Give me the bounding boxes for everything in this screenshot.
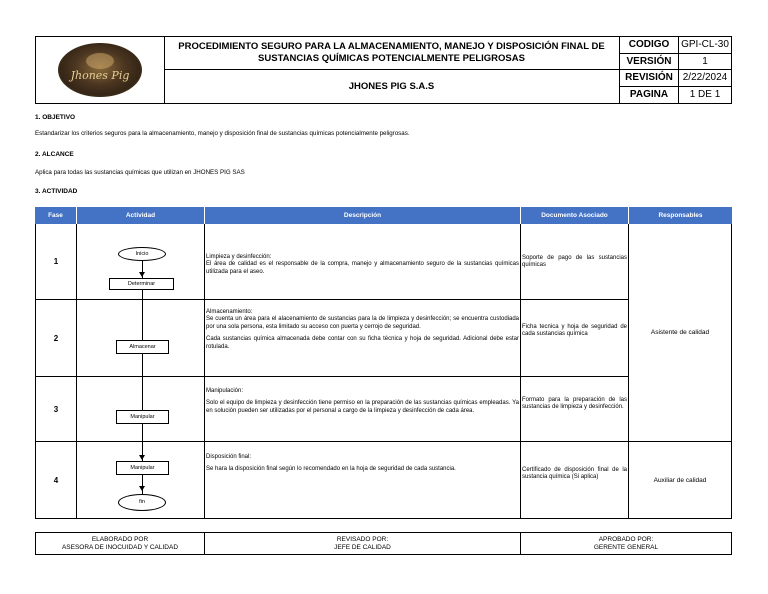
row-2-desc-text: Se cuenta un área para el alacenamiento de sustancias para la de limpieza y desinfección; se encuentra custodiada por una sola persona, esta limitado su acceso con puerta y cerrojo de seguridad. (206, 316, 519, 330)
footer-revisado (205, 532, 521, 555)
meta-revision-value: 2/22/2024 (682, 72, 728, 83)
table-row-3-fase: 3 (35, 377, 77, 442)
footer-aprobado-name: GERENTE GENERAL (593, 544, 659, 551)
meta-code-row (620, 37, 731, 54)
flow-manipular-box-1: Manipular (116, 410, 169, 424)
table-row-3-descripcion (205, 377, 521, 442)
company-logo (58, 43, 142, 97)
logo-cell (36, 37, 165, 103)
meta-revision-row (620, 70, 731, 87)
row-1-desc-heading: Limpieza y desinfección: (206, 254, 272, 260)
flow-end-oval: fin (118, 494, 166, 511)
flow-arrow-3 (139, 486, 145, 491)
document-title: PROCEDIMIENTO SEGURO PARA LA ALMACENAMIENTO, MANEJO Y DISPOSICIÓN FINAL DE SUSTANCIAS QUÍMICAS POTENCIALMENTE PELIGROSAS (164, 37, 620, 70)
row-1-desc-text: El área de calidad es el responsable de la compra, manejo y almacenamiento seguro de la sustancias químicas utilizada para el aseo. (206, 261, 519, 275)
meta-page-label: PAGINA (620, 87, 679, 104)
logo-lettering: Jhones Pig (70, 69, 130, 82)
meta-version-label: VERSIÓN (620, 54, 679, 70)
objetivo-title: 1. OBJETIVO (35, 114, 76, 121)
meta-page-row (620, 87, 731, 104)
row-3-desc-text: Solo el equipo de limpieza y desinfección tiene permiso en la preparación de las sustancias químicas empleadas. Ya en solución pueden ser utilizadas por el personal a cargo de la limpieza y desinfección de cada área. (206, 400, 519, 414)
flow-determinar-box: Determinar (109, 278, 174, 290)
header-descripcion: Descripción (205, 207, 521, 224)
responsable-auxiliar: Auxiliar de calidad (629, 442, 732, 519)
table-row-4-fase: 4 (35, 442, 77, 519)
meta-code-label: CODIGO (620, 37, 679, 53)
footer-elaborado-role: ELABORADO POR (91, 536, 149, 543)
row-4-desc-text: Se hara la disposición final según lo recomendado en la hoja de seguridad de cada sustancia. (206, 466, 456, 473)
footer-revisado-name: JEFE DE CALIDAD (334, 544, 391, 551)
flow-arrow-2 (139, 455, 145, 460)
meta-version-value: 1 (702, 55, 708, 67)
flow-manipular-box-2: Manipular (116, 461, 169, 475)
footer-elaborado (35, 532, 205, 555)
responsable-asistente: Asistente de calidad (629, 224, 732, 442)
row-3-desc-heading: Manipulación: (206, 388, 244, 394)
meta-code-value: GPI-CL-30 (681, 39, 729, 50)
footer-revisado-role: REVISADO POR: (336, 536, 389, 543)
table-row-2-documento: Ficha tecnica y hoja de seguridad de cada sustancias química (521, 300, 629, 377)
table-row-1-fase: 1 (35, 224, 77, 300)
document-header (35, 36, 732, 104)
meta-page-value: 1 DE 1 (689, 88, 721, 100)
objetivo-text: Estandarizar los criterios seguros para la almacenamiento, manejo y disposición final de sustancias químicas potencialmente peligrosas. (35, 130, 410, 137)
header-responsables: Responsables (629, 207, 732, 224)
row-2-desc-text-2: Cada sustancias química almacenada debe contar con su ficha técnica y hoja de seguridad. Adicional debe estar rotulada. (206, 336, 519, 350)
table-row-4-documento: Certificado de disposición final de la sustancia química (Si aplica) (521, 442, 629, 519)
company-name: JHONES PIG S.A.S (164, 70, 620, 103)
meta-revision-label: REVISIÓN (620, 70, 679, 86)
table-row-3-documento: Formato para la preparación de las sustancias de limpieza y desinfección. (521, 377, 629, 442)
meta-version-row (620, 54, 731, 71)
header-fase: Fase (35, 207, 77, 224)
table-row-2-fase: 2 (35, 300, 77, 377)
alcance-text: Aplica para todas las sustancias químicas que utilizan en JHONES PIG SAS (35, 169, 245, 176)
row-2-desc-heading: Almacenamiento: (206, 309, 253, 315)
table-row-4-descripcion (205, 442, 521, 519)
table-row-1-descripcion (205, 224, 521, 300)
document-meta (620, 37, 731, 103)
table-row-2-actividad (77, 300, 205, 377)
flow-start-oval: Inicio (118, 247, 166, 261)
row-4-desc-heading: Disposición final: (206, 454, 252, 460)
footer-elaborado-name: ASESORA DE INOCUIDAD Y CALIDAD (61, 544, 179, 551)
flow-arrow-1 (139, 272, 145, 277)
header-documento: Documento Asociado (521, 207, 629, 224)
actividad-title: 3. ACTIVIDAD (35, 188, 78, 195)
footer-aprobado (521, 532, 732, 555)
table-row-1-documento: Soporte de pago de las sustancias químicas (521, 224, 629, 300)
alcance-title: 2. ALCANCE (35, 151, 74, 158)
flow-almacenar-box: Almacenar (116, 340, 169, 354)
header-actividad: Actividad (77, 207, 205, 224)
table-row-2-descripcion (205, 300, 521, 377)
footer-aprobado-role: APROBADO POR: (598, 536, 654, 543)
